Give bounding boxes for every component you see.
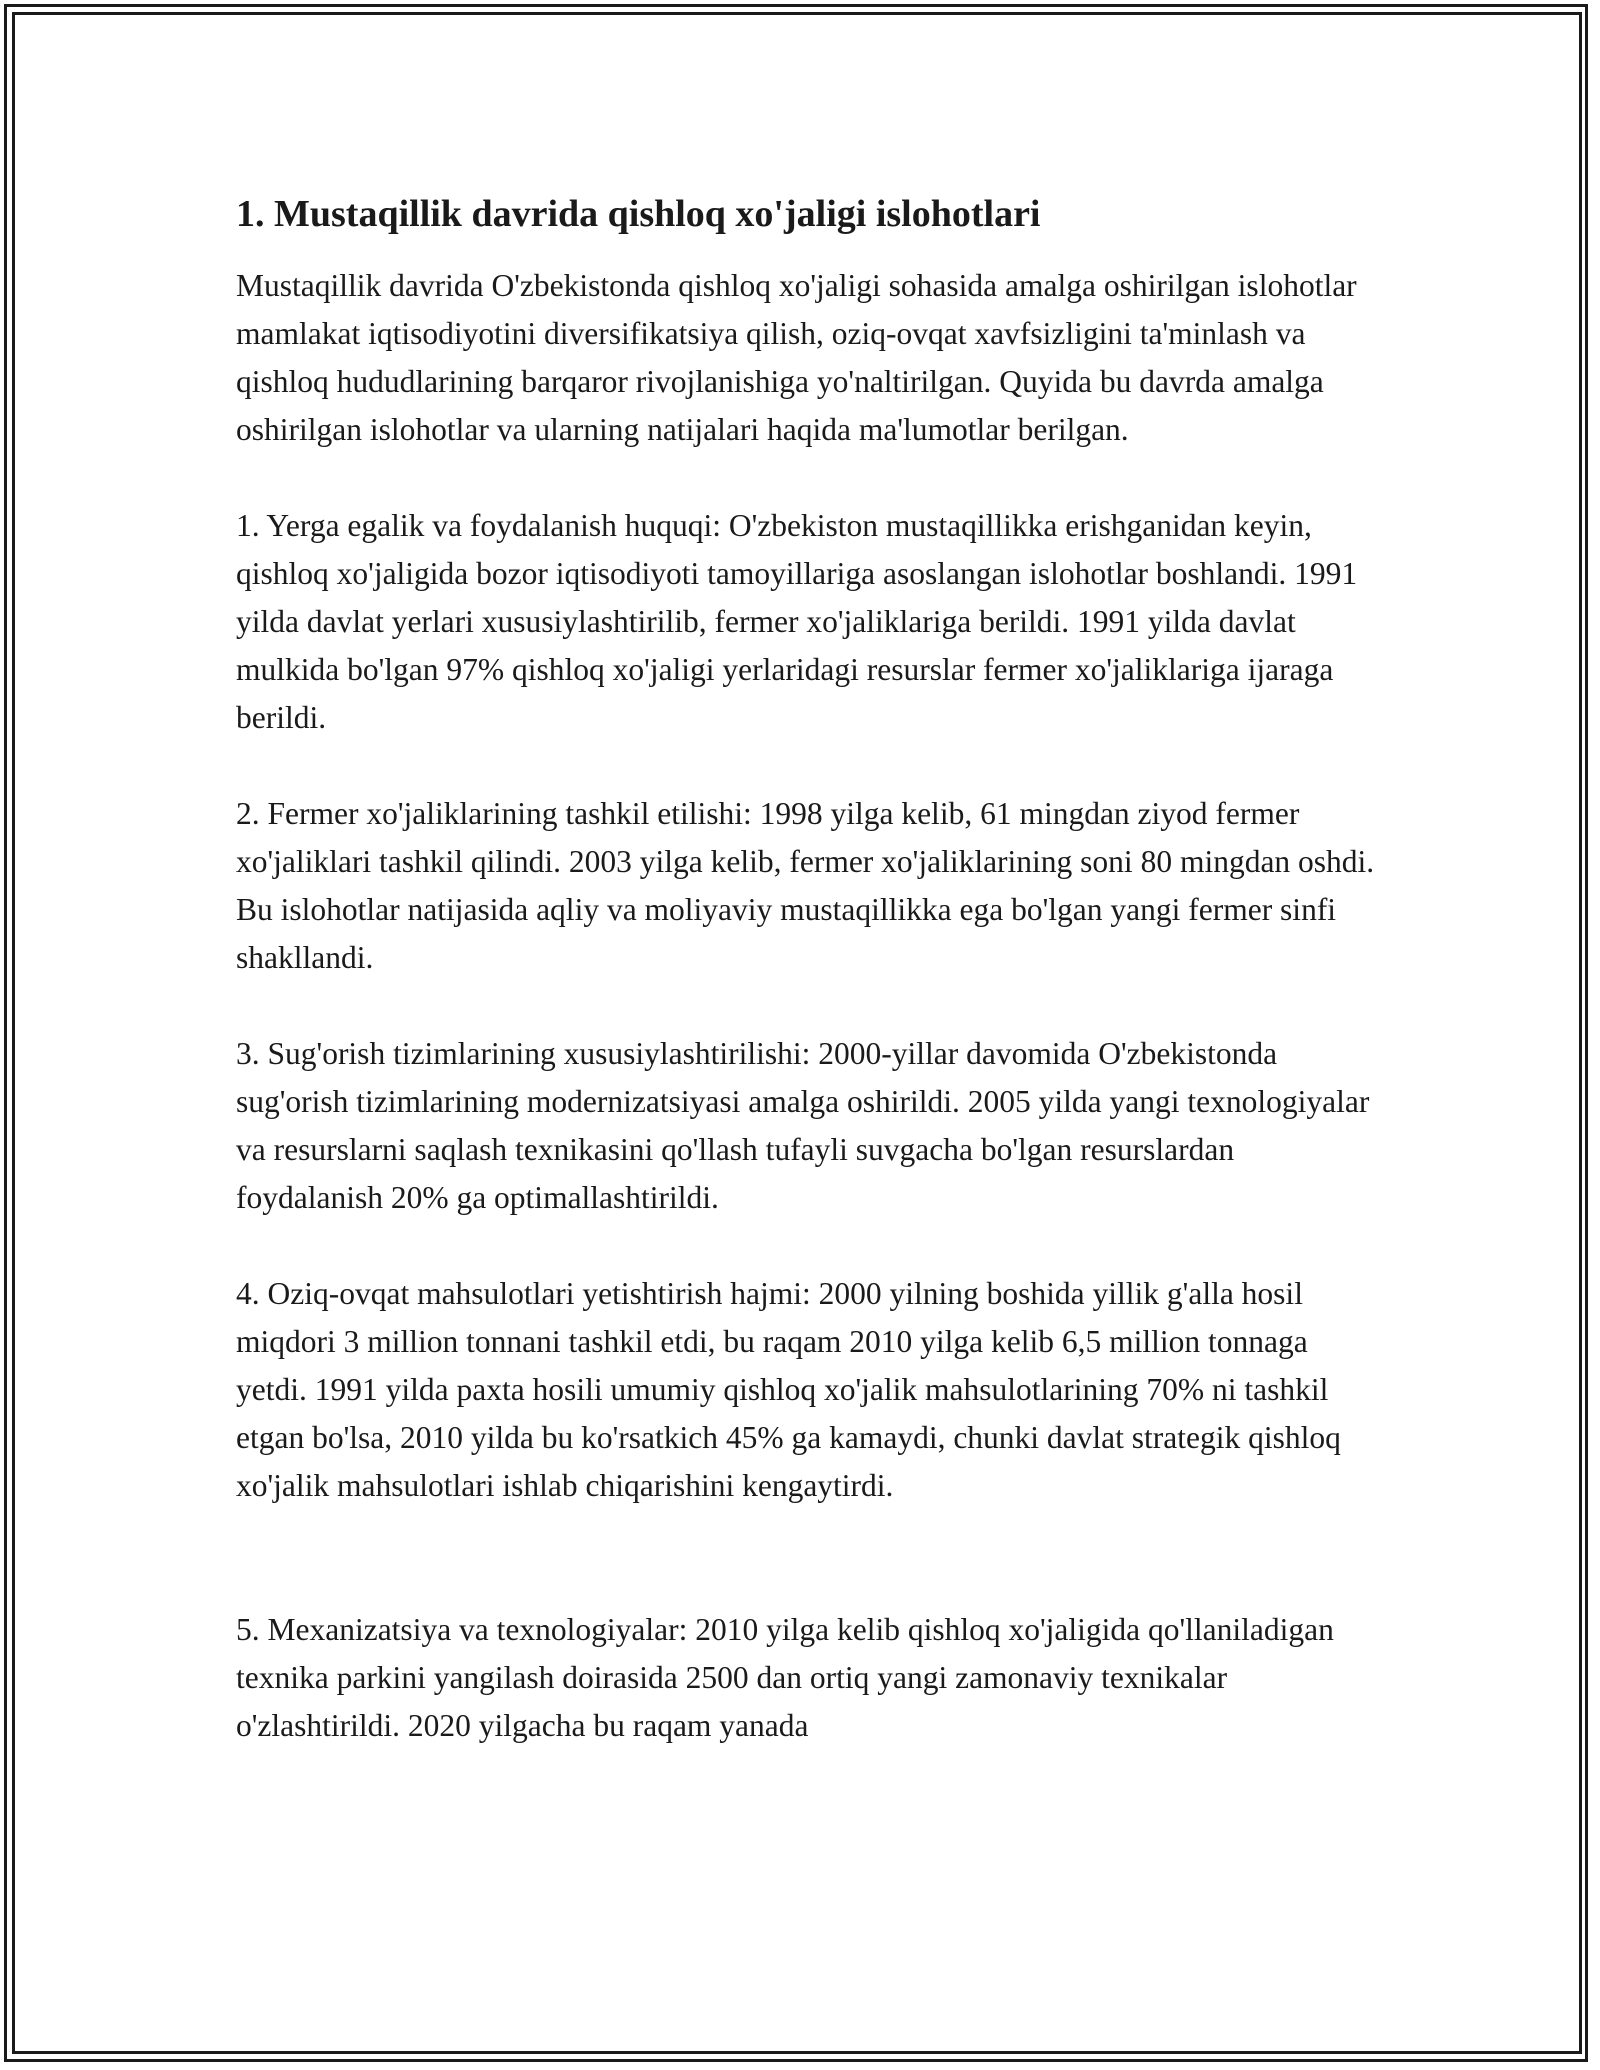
paragraph-farms: 2. Fermer xo'jaliklarining tashkil etilishi: 1998 yilga kelib, 61 mingdan ziyod fermer xo'jaliklari tashkil qilindi. 2003 yilga kelib, fermer xo'jaliklarining soni 80 mingdan oshdi. Bu islohotlar natijasida aqliy va moliyaviy mustaqillikka ega bo'lgan yangi fermer sinfi shakllandi.	[236, 796, 1375, 975]
intro-paragraph: Mustaqillik davrida O'zbekistonda qishloq xo'jaligi sohasida amalga oshirilgan islohotlar mamlakat iqtisodiyotini diversifikatsiya qilish, oziq-ovqat xavfsizligini ta'minlash va qishloq hududlarining barqaror rivojlanishiga yo'naltirilgan. Quyida bu davrda amalga oshirilgan islohotlar va ularning natijalari haqida ma'lumotlar berilgan.	[236, 268, 1357, 447]
paragraph-mechanization: 5. Mexanizatsiya va texnologiyalar: 2010 yilga kelib qishloq xo'jaligida qo'llaniladigan texnika parkini yangilash doirasida 2500 dan ortiq yangi zamonaviy texnikalar o'zlashtirildi. 2020 yilgacha bu raqam yanada	[236, 1612, 1334, 1743]
paragraph-irrigation: 3. Sug'orish tizimlarining xususiylashtirilishi: 2000-yillar davomida O'zbekistonda sug'orish tizimlarining modernizatsiyasi amalga oshirildi. 2005 yilda yangi texnologiyalar va resurslarni saqlash texnikasini qo'llash tufayli suvgacha bo'lgan resurslardan foydalanish 20% ga optimallashtirildi.	[236, 1036, 1370, 1215]
document-title: 1. Mustaqillik davrida qishloq xo'jaligi islohotlari	[236, 193, 1041, 235]
paragraph-food-production: 4. Oziq-ovqat mahsulotlari yetishtirish hajmi: 2000 yilning boshida yillik g'alla hosil miqdori 3 million tonnani tashkil etdi, bu raqam 2010 yilga kelib 6,5 million tonnaga yetdi. 1991 yilda paxta hosili umumiy qishloq xo'jalik mahsulotlarining 70% ni tashkil etgan bo'lsa, 2010 yilda bu ko'rsatkich 45% ga kamaydi, chunki davlat strategik qishloq xo'jalik mahsulotlari ishlab chiqarishini kengaytirdi.	[236, 1276, 1341, 1503]
document-body	[236, 186, 1376, 1798]
paragraph-land-ownership: 1. Yerga egalik va foydalanish huquqi: O'zbekiston mustaqillikka erishganidan keyin, qishloq xo'jaligida bozor iqtisodiyoti tamoyillariga asoslangan islohotlar boshlandi. 1991 yilda davlat yerlari xususiylashtirilib, fermer xo'jaliklariga berildi. 1991 yilda davlat mulkida bo'lgan 97% qishloq xo'jaligi yerlaridagi resurslar fermer xo'jaliklariga ijaraga berildi.	[236, 508, 1358, 735]
